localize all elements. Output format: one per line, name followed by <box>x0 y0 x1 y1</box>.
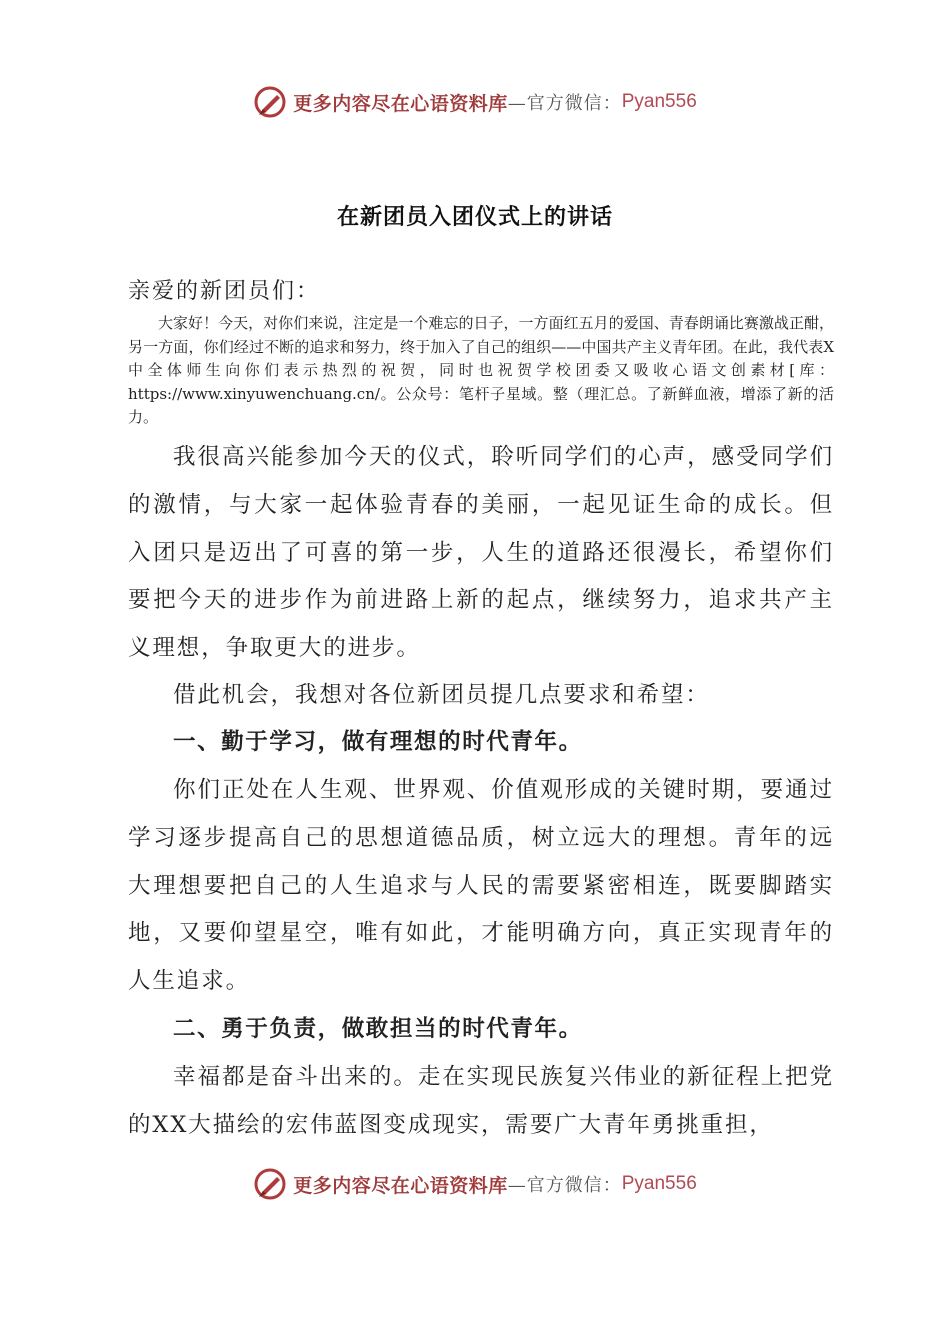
watermark-banner-bottom <box>0 1164 950 1204</box>
document-title: 在新团员入团仪式上的讲话 <box>336 205 613 230</box>
watermark-separator: —官方微信： <box>507 93 622 114</box>
body-paragraph: 我很高兴能参加今天的仪式，聆听同学们的心声，感受同学们的激情，与大家一起体验青春的美丽，一起见证生命的成长。但入团只是迈出了可喜的第一步，人生的道路还很漫长，希望你们要把今天的进步作为前进路上新的起点，继续努力，追求共产主义理想，争取更大的进步。 <box>128 444 834 662</box>
watermark-wechat-id: Pyan556 <box>621 91 697 112</box>
intro-paragraph: 大家好！今天，对你们来说，注定是一个难忘的日子，一方面红五月的爱国、青春朗诵比赛激战正酣，另一方面，你们经过不断的追求和努力，终于加入了自己的组织——中国共产主义青年团。在此，我代表X中全体师生向你们表示热烈的祝贺，同时也祝贺学校团委又吸收心语文创素材[库：https://www.xinyuwenchuang.cn/。公众号：笔杆子星域。整（理汇总。了新鲜血液，增添了新的活力。 <box>128 314 834 426</box>
watermark-separator: —官方微信： <box>507 1175 622 1196</box>
watermark-brand-text: 更多内容尽在心语资料库 <box>293 1174 508 1197</box>
pen-logo-icon <box>253 1167 287 1201</box>
section-heading: 二、勇于负责，做敢担当的时代青年。 <box>173 1016 583 1042</box>
body-paragraph: 借此机会，我想对各位新团员提几点要求和希望： <box>173 682 710 708</box>
watermark-brand-text: 更多内容尽在心语资料库 <box>293 92 508 115</box>
body-paragraph: 幸福都是奋斗出来的。走在实现民族复兴伟业的新征程上把党的XX大描绘的宏伟蓝图变成现实，需要广大青年勇挑重担， <box>128 1064 834 1138</box>
watermark-wechat-id: Pyan556 <box>621 1173 697 1194</box>
greeting: 亲爱的新团员们： <box>128 279 321 304</box>
pen-logo-icon <box>253 85 287 119</box>
section-heading: 一、勤于学习，做有理想的时代青年。 <box>173 729 583 755</box>
body-paragraph: 你们正处在人生观、世界观、价值观形成的关键时期，要通过学习逐步提高自己的思想道德品质，树立远大的理想。青年的远大理想要把自己的人生追求与人民的需要紧密相连，既要脚踏实地，又要仰望星空，唯有如此，才能明确方向，真正实现青年的人生追求。 <box>128 777 834 995</box>
watermark-banner-top <box>0 82 950 122</box>
